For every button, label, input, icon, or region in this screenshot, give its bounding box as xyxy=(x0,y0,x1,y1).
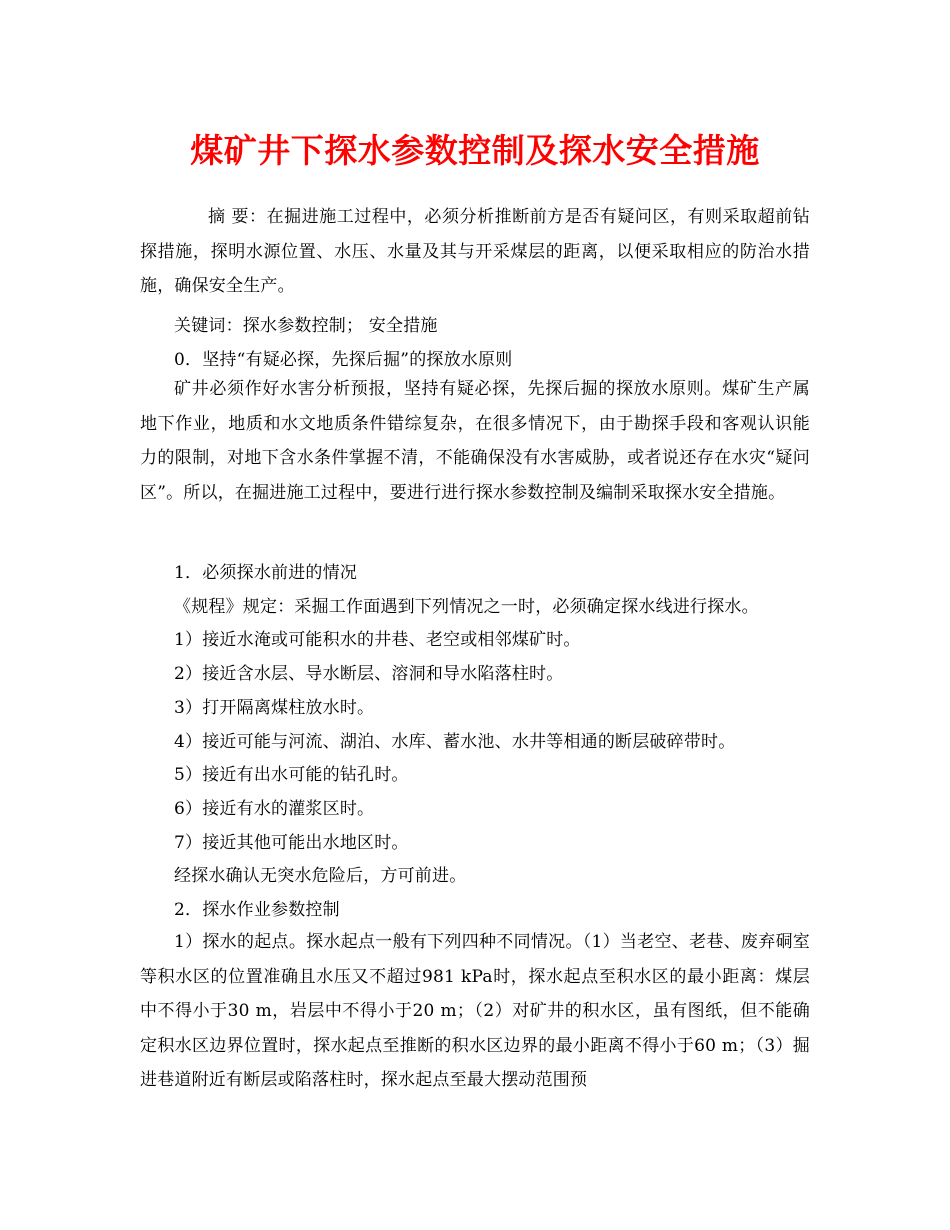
abstract-paragraph: 摘 要：在掘进施工过程中，必须分析推断前方是否有疑问区，有则采取超前钻探措施，探明水源位置、水压、水量及其与开采煤层的距离，以便采取相应的防治水措施，确保安全生产。 xyxy=(140,207,810,296)
list-item-4: 4）接近可能与河流、湖泊、水库、蓄水池、水井等相通的断层破碎带时。 xyxy=(174,732,736,752)
list-item-1: 1）接近水淹或可能积水的井巷、老空或相邻煤矿时。 xyxy=(174,630,581,650)
list-item-2: 2）接近含水层、导水断层、溶洞和导水陷落柱时。 xyxy=(174,664,564,684)
list-item-3: 3）打开隔离煤柱放水时。 xyxy=(174,698,375,718)
keywords-paragraph: 关键词：探水参数控制； 安全措施 xyxy=(174,316,438,336)
section-heading-2: 2．探水作业参数控制 xyxy=(174,900,340,920)
regulation-paragraph: 《规程》规定：采掘工作面遇到下列情况之一时，必须确定探水线进行探水。 xyxy=(174,597,759,617)
body-paragraph-parameters: 1）探水的起点。探水起点一般有下列四种不同情况。（1）当老空、老巷、废弃硐室等积水区的位置准确且水压又不超过981 kPa时，探水起点至积水区的最小距离：煤层中不得小于30 m，岩层中不得小于20 m；（2）对矿井的积水区，虽有图纸，但不能确定积水区边界位置时，探水起点至推断的积水区边界的最小距离不得小于60 m；（3）掘进巷道附近有断层或陷落柱时，探水起点至最大摆动范围预 xyxy=(140,932,810,1090)
body-paragraph-principle: 矿井必须作好水害分析预报，坚持有疑必探，先探后掘的探放水原则。煤矿生产属地下作业，地质和水文地质条件错综复杂，在很多情况下，由于勘探手段和客观认识能力的限制，对地下含水条件掌握不清，不能确保没有水害威胁，或者说还存在水灾“疑问区”。所以，在掘进施工过程中，要进行进行探水参数控制及编制采取探水安全措施。 xyxy=(140,379,810,503)
list-item-5: 5）接近有出水可能的钻孔时。 xyxy=(174,765,409,785)
document-title: 煤矿井下探水参数控制及探水安全措施 xyxy=(190,131,760,170)
conclusion-paragraph: 经探水确认无突水危险后，方可前进。 xyxy=(174,866,467,886)
section-heading-1: 1．必须探水前进的情况 xyxy=(174,563,358,583)
section-heading-0: 0．坚持“有疑必探，先探后掘”的探放水原则 xyxy=(174,350,513,370)
list-item-6: 6）接近有水的灌浆区时。 xyxy=(174,799,375,819)
list-item-7: 7）接近其他可能出水地区时。 xyxy=(174,833,409,853)
